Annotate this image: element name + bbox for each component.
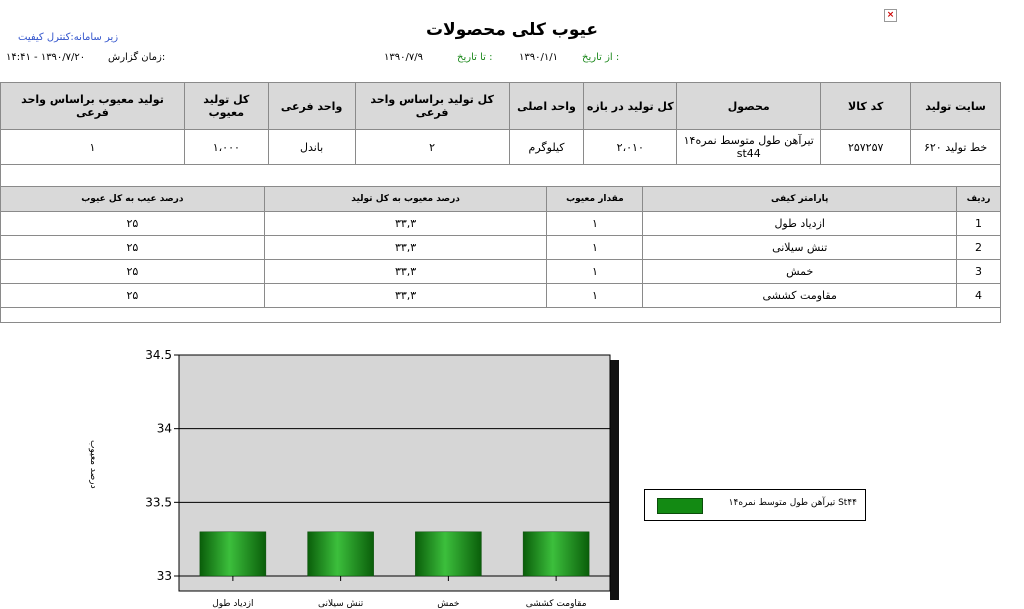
- cell-total-production: ۲،۰۱۰: [584, 130, 677, 165]
- header-quality-param: پارامتر کیفی: [643, 187, 957, 212]
- x-tick-label: تنش سیلانی: [318, 599, 364, 609]
- cell-production-sub-unit: ۲: [355, 130, 509, 165]
- cell-defect-pct-total: ۲۵: [1, 284, 265, 308]
- cell-defect-pct-total: ۲۵: [1, 212, 265, 236]
- x-tick-label: ازدیاد طول: [212, 599, 254, 609]
- to-date-value: ۱۳۹۰/۷/۹: [384, 52, 423, 63]
- cell-defective-qty: ۱: [547, 236, 643, 260]
- legend-label: St۴۴ تیرآهن طول متوسط نمره۱۴: [728, 498, 857, 508]
- cell-defective-pct-production: ۳۳,۳: [264, 236, 547, 260]
- header-total-production: کل تولید در بازه: [584, 83, 677, 130]
- y-axis-label: درصد معیوب: [88, 440, 98, 489]
- table-row: [1, 212, 1001, 236]
- cell-row-number: 2: [957, 236, 1001, 260]
- x-tick-label: خمش: [437, 599, 460, 609]
- spacer-row-bottom: [0, 300, 1001, 323]
- bar: [308, 532, 374, 576]
- subsystem-label: زیر سامانه:کنترل کیفیت: [18, 32, 119, 43]
- cell-defective-qty: ۱: [547, 260, 643, 284]
- header-defective-sub-unit: تولید معیوب براساس واحد فرعی: [1, 83, 185, 130]
- spacer-row: [0, 164, 1001, 187]
- defects-header-row: [1, 187, 1001, 212]
- cell-item-code: ۲۵۷۲۵۷: [821, 130, 911, 165]
- cell-product: تیرآهن طول متوسط نمره۱۴ st44: [677, 130, 821, 165]
- from-date-value: ۱۳۹۰/۱/۱: [519, 52, 558, 63]
- header-defect-pct-total: درصد عیب به کل عیوب: [1, 187, 265, 212]
- cell-quality-param: ازدیاد طول: [643, 212, 957, 236]
- header-item-code: کد کالا: [821, 83, 911, 130]
- summary-table: [0, 82, 1001, 165]
- table-row: [1, 260, 1001, 284]
- header-product: محصول: [677, 83, 821, 130]
- bar: [523, 532, 589, 576]
- bar: [415, 532, 481, 576]
- report-time-label: زمان گزارش:: [108, 52, 166, 63]
- cell-defective-qty: ۱: [547, 212, 643, 236]
- from-date-label: از تاریخ :: [582, 52, 620, 63]
- bar: [200, 532, 266, 576]
- legend-swatch: [657, 498, 703, 514]
- page-title: عیوب کلی محصولات: [425, 20, 599, 40]
- cell-main-unit: کیلوگرم: [509, 130, 584, 165]
- cell-quality-param: مقاومت کششی: [643, 284, 957, 308]
- report-time-value: ۱۴:۴۱ - ۱۳۹۰/۷/۲۰: [6, 52, 86, 63]
- plot-right-wall: [610, 360, 619, 600]
- table-row: [1, 130, 1001, 165]
- cell-defective-pct-production: ۳۳,۳: [264, 212, 547, 236]
- cell-defective-sub-unit: ۱: [1, 130, 185, 165]
- cell-defective-pct-production: ۳۳,۳: [264, 260, 547, 284]
- cell-row-number: 3: [957, 260, 1001, 284]
- cell-quality-param: خمش: [643, 260, 957, 284]
- table-row: [1, 236, 1001, 260]
- summary-header-row: [1, 83, 1001, 130]
- header-sub-unit: واحد فرعی: [268, 83, 355, 130]
- cell-row-number: 4: [957, 284, 1001, 308]
- cell-defective-qty: ۱: [547, 284, 643, 308]
- y-tick-label: 34: [156, 421, 172, 436]
- header-site: سایت تولید: [911, 83, 1001, 130]
- header-main-unit: واحد اصلی: [509, 83, 584, 130]
- cell-row-number: 1: [957, 212, 1001, 236]
- cell-defect-pct-total: ۲۵: [1, 260, 265, 284]
- cell-total-defective: ۱،۰۰۰: [184, 130, 268, 165]
- y-tick-label: 33.5: [145, 495, 172, 510]
- chart-legend: [644, 489, 866, 521]
- header-defective-pct-production: درصد معیوب به کل تولید: [264, 187, 547, 212]
- x-tick-label: مقاومت کششی: [525, 599, 587, 609]
- header-defective-qty: مقدار معیوب: [547, 187, 643, 212]
- defects-table: [0, 186, 1001, 308]
- header-total-defective: کل تولید معیوب: [184, 83, 268, 130]
- cell-sub-unit: باندل: [268, 130, 355, 165]
- cell-quality-param: تنش سیلانی: [643, 236, 957, 260]
- header-row-number: ردیف: [957, 187, 1001, 212]
- cell-defect-pct-total: ۲۵: [1, 236, 265, 260]
- cell-site: خط تولید ۶۲۰: [911, 130, 1001, 165]
- close-icon[interactable]: ×: [884, 9, 897, 22]
- header-production-sub-unit: کل تولید براساس واحد فرعی: [355, 83, 509, 130]
- y-tick-label: 33: [156, 569, 172, 583]
- cell-defective-pct-production: ۳۳,۳: [264, 284, 547, 308]
- y-tick-label: 34.5: [145, 348, 172, 362]
- to-date-label: تا تاریخ :: [457, 52, 493, 63]
